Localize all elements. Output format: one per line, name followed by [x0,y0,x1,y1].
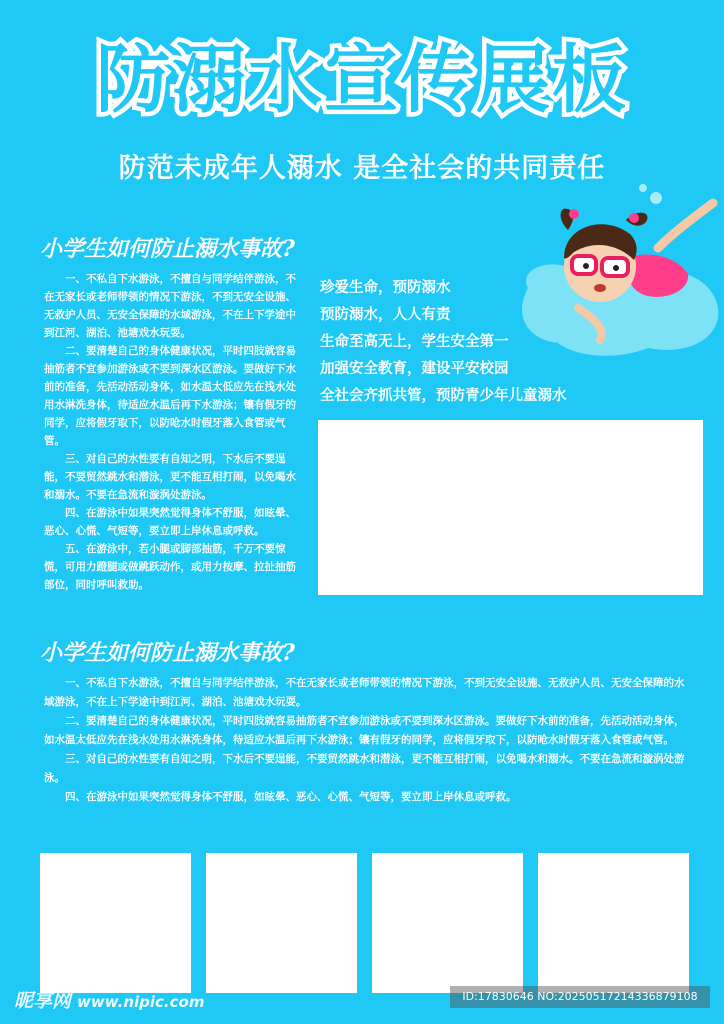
section2-paragraph: 三、对自己的水性要有自知之明，下水后不要逞能，不要贸然跳水和潜泳，更不能互相打闹，以免喝水和溺水。不要在急流和漩涡处游泳。 [44,753,685,784]
section2-paragraph: 一、不私自下水游泳，不擅自与同学结伴游泳，不在无家长或老师带领的情况下游泳，不到无安全设施、无救护人员、无安全保障的水域游泳，不在上下学途中到江河、湖泊、池塘戏水玩耍。 [44,677,685,708]
poster-title: 防溺水宣传展板 [96,37,628,123]
slogan-item: 预防溺水，人人有责 [320,306,451,323]
photo-placeholder-main [318,420,703,595]
photo-placeholder-4 [538,853,689,993]
section2-body [44,674,690,807]
section1-heading: 小学生如何防止溺水事故? [40,236,295,262]
slogan-list [320,274,620,409]
watermark-logo: 昵享网 [14,990,72,1012]
photo-placeholder-2 [206,853,357,993]
section1-paragraph: 三、对自己的水性要有自知之明，下水后不要逞能，不要贸然跳水和潜泳，更不能互相打闹，以免喝水和溺水。不要在急流和漩涡处游泳。 [44,453,296,501]
section1-paragraph: 二、要清楚自己的身体健康状况，平时四肢就容易抽筋者不宜参加游泳或不要到深水区游泳。要做好下水前的准备，先活动活动身体，如水温太低应先在浅水处用水淋洗身体，待适应水温后再下水游泳；镶有假牙的同学，应将假牙取下，以防呛水时假牙落入食管或气管。 [44,345,296,447]
slogan-item: 珍爱生命，预防溺水 [320,279,451,296]
section1-body [44,270,302,594]
section1-paragraph: 五、在游泳中，若小腿或脚部抽筋，千万不要惊慌，可用力蹬腿或做跳跃动作，或用力按摩、拉扯抽筋部位，同时呼叫救助。 [44,543,296,591]
slogan-item: 加强安全教育，建设平安校园 [320,360,509,377]
section2-paragraph: 二、要清楚自己的身体健康状况，平时四肢就容易抽筋者不宜参加游泳或不要到深水区游泳。要做好下水前的准备，先活动活动身体，如水温太低应先在浅水处用水淋洗身体，待适应水温后再下水游泳；镶有假牙的同学，应将假牙取下，以防呛水时假牙落入食管或气管。 [44,715,685,746]
watermark-url: www.nipic.com [77,993,205,1011]
section2-heading: 小学生如何防止溺水事故? [40,640,295,666]
slogan-item: 生命至高无上，学生安全第一 [320,333,509,350]
image-id-bar: ID:17830646 NO:20250517214336879108 [450,986,710,1008]
watermark [14,986,204,1013]
section1-paragraph: 四、在游泳中如果突然觉得身体不舒服，如眩晕、恶心、心慌、气短等，要立即上岸休息或呼救。 [44,507,296,537]
photo-placeholder-3 [372,853,523,993]
slogan-item: 全社会齐抓共管，预防青少年儿童溺水 [320,387,567,404]
photo-placeholder-1 [40,853,191,993]
poster-subtitle: 防范未成年人溺水 是全社会的共同责任 [118,153,606,184]
section2-paragraph: 四、在游泳中如果突然觉得身体不舒服，如眩晕、恶心、心慌、气短等，要立即上岸休息或呼救。 [65,791,517,803]
section1-paragraph: 一、不私自下水游泳，不擅自与同学结伴游泳，不在无家长或老师带领的情况下游泳，不到无安全设施、无救护人员、无安全保障的水域游泳，不在上下学途中到江河、湖泊、池塘戏水玩耍。 [44,273,296,339]
